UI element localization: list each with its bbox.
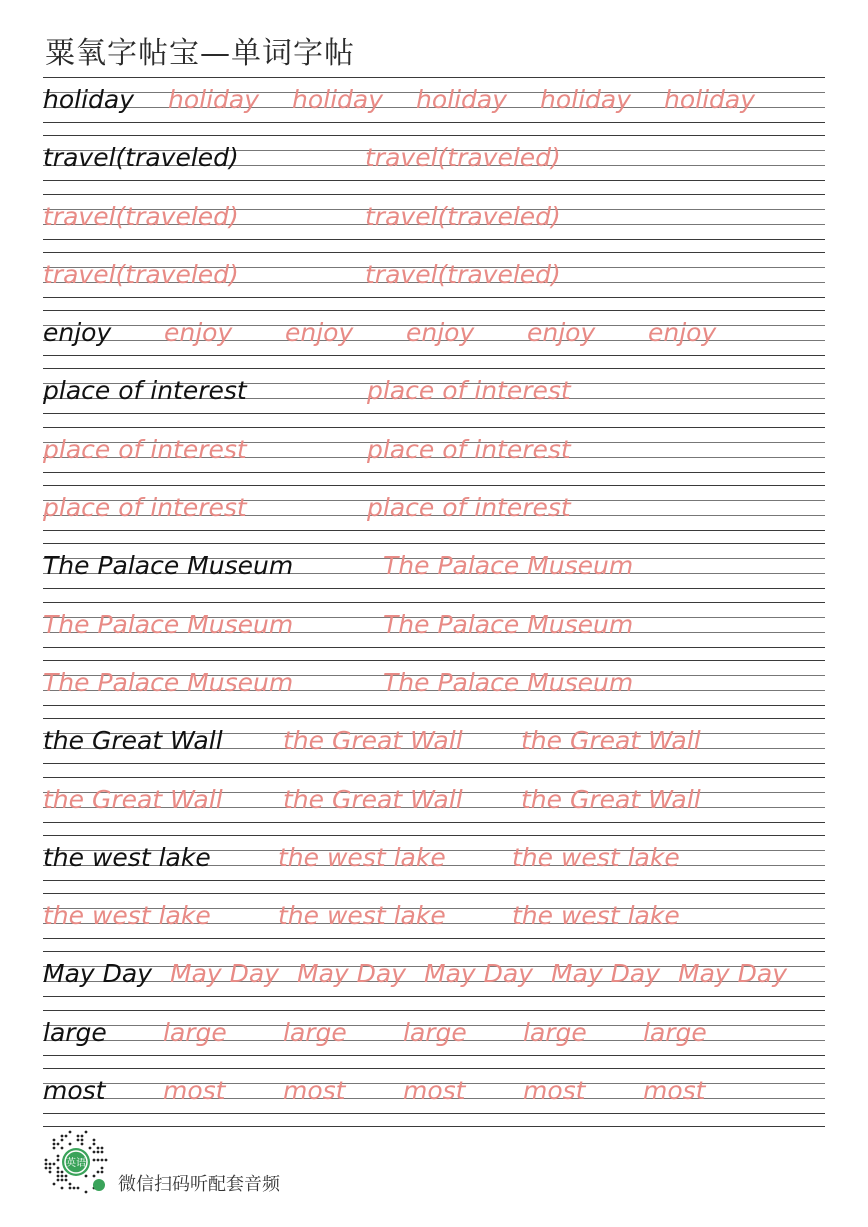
trace-word: holiday [664, 85, 756, 114]
guide-line [43, 1068, 825, 1069]
model-word: large [43, 1017, 107, 1047]
trace-word: enjoy [285, 318, 354, 348]
trace-word: place of interest [43, 493, 247, 523]
trace-word: May Day [297, 959, 406, 989]
qr-dot [85, 1131, 88, 1134]
guide-line [43, 718, 825, 719]
footer-caption: 微信扫码听配套音频 [118, 1174, 280, 1195]
trace-word: The Palace Museum [383, 551, 634, 581]
trace-word: May Day [424, 959, 533, 989]
trace-word: the Great Wall [43, 784, 223, 814]
trace-word: enjoy [648, 318, 717, 348]
trace-word: most [163, 1076, 226, 1106]
trace-word: holiday [540, 85, 632, 114]
trace-word: place of interest [43, 434, 247, 464]
trace-word: the west lake [278, 842, 446, 872]
qr-dot [57, 1175, 60, 1178]
guide-line [43, 239, 825, 240]
qr-dot [101, 1151, 104, 1154]
trace-word: the Great Wall [521, 784, 701, 814]
guide-line [43, 122, 825, 123]
practice-row [43, 485, 825, 543]
trace-word: the Great Wall [283, 726, 463, 756]
qr-dot [53, 1163, 56, 1166]
qr-dot [45, 1163, 48, 1166]
qr-dot [93, 1175, 96, 1178]
guide-line [43, 660, 825, 661]
guide-line [43, 951, 825, 952]
qr-dot [101, 1159, 104, 1162]
practice-row [43, 1010, 825, 1068]
trace-word: most [643, 1076, 706, 1106]
practice-row [43, 777, 825, 835]
trace-word: place of interest [367, 376, 571, 406]
trace-word: the west lake [43, 901, 211, 931]
trace-word: most [523, 1076, 586, 1106]
guide-line [43, 1055, 825, 1056]
qr-dot [53, 1147, 56, 1150]
qr-dot [101, 1167, 104, 1170]
model-word: place of interest [43, 376, 247, 406]
trace-word: large [403, 1017, 467, 1047]
practice-row [43, 1068, 825, 1126]
model-word: the Great Wall [43, 726, 223, 756]
trace-word: holiday [292, 85, 384, 114]
practice-row [43, 135, 825, 193]
guide-line [43, 1010, 825, 1011]
trace-word: May Day [678, 959, 787, 989]
qr-dot [57, 1167, 60, 1170]
guide-line [43, 180, 825, 181]
guide-line [43, 194, 825, 195]
trace-word: the west lake [278, 901, 446, 931]
guide-line [43, 530, 825, 531]
qr-dot [81, 1143, 84, 1146]
guide-line [43, 427, 825, 428]
guide-line [43, 543, 825, 544]
model-word: the west lake [43, 842, 211, 872]
trace-word: place of interest [367, 493, 571, 523]
qr-dot [49, 1163, 52, 1166]
qr-dot [85, 1175, 88, 1178]
guide-line [43, 413, 825, 414]
guide-line [43, 938, 825, 939]
model-word: May Day [43, 959, 152, 989]
model-word: enjoy [43, 318, 112, 348]
qr-dot [57, 1159, 60, 1162]
qr-dot [57, 1155, 60, 1158]
footer [40, 1126, 440, 1206]
guide-line [43, 880, 825, 881]
qr-dot [45, 1159, 48, 1162]
qr-dot [97, 1171, 100, 1174]
qr-dot [61, 1147, 64, 1150]
trace-word: enjoy [406, 318, 475, 348]
practice-row [43, 427, 825, 485]
practice-row [43, 718, 825, 776]
trace-word: the west lake [512, 901, 680, 931]
qr-dot [93, 1143, 96, 1146]
trace-word: place of interest [367, 434, 571, 464]
guide-line [43, 135, 825, 136]
trace-word: travel(traveled) [365, 201, 561, 231]
qr-dot [101, 1147, 104, 1150]
guide-line [43, 763, 825, 764]
qr-dot [93, 1151, 96, 1154]
qr-dot [45, 1167, 48, 1170]
qr-badge-label: 英语 [66, 1158, 86, 1169]
guide-line [43, 485, 825, 486]
trace-word: travel(traveled) [365, 143, 561, 173]
qr-code-icon[interactable] [40, 1126, 112, 1198]
qr-dot [77, 1135, 80, 1138]
trace-word: travel(traveled) [43, 259, 239, 289]
practice-row [43, 194, 825, 252]
model-word: most [43, 1076, 106, 1106]
trace-word: most [403, 1076, 466, 1106]
practice-row [43, 310, 825, 368]
trace-word: large [523, 1017, 587, 1047]
guide-line [43, 472, 825, 473]
qr-dot [61, 1187, 64, 1190]
qr-dot [93, 1159, 96, 1162]
practice-row [43, 543, 825, 601]
guide-line [43, 252, 825, 253]
model-word: The Palace Museum [43, 551, 294, 581]
guide-line [43, 310, 825, 311]
qr-dot [85, 1191, 88, 1194]
guide-line [43, 297, 825, 298]
qr-dot [105, 1159, 108, 1162]
qr-dot [53, 1183, 56, 1186]
qr-dot [65, 1179, 68, 1182]
guide-line [43, 647, 825, 648]
guide-line [43, 822, 825, 823]
trace-word: The Palace Museum [43, 609, 294, 639]
guide-line [43, 77, 825, 78]
guide-line [43, 893, 825, 894]
trace-word: large [643, 1017, 707, 1047]
guide-line [43, 705, 825, 706]
qr-dot [61, 1171, 64, 1174]
page-title: 粟氧字帖宝—单词字帖 [45, 36, 355, 71]
practice-row [43, 660, 825, 718]
qr-dot [81, 1139, 84, 1142]
practice-row [43, 893, 825, 951]
trace-word: the Great Wall [521, 726, 701, 756]
trace-word: enjoy [527, 318, 596, 348]
guide-line [43, 996, 825, 997]
trace-word: The Palace Museum [383, 667, 634, 697]
qr-dot [65, 1135, 68, 1138]
trace-word: travel(traveled) [365, 259, 561, 289]
trace-word: The Palace Museum [43, 667, 294, 697]
guide-line [43, 602, 825, 603]
guide-line [43, 588, 825, 589]
qr-dot [53, 1143, 56, 1146]
guide-line [43, 835, 825, 836]
qr-dot [81, 1135, 84, 1138]
trace-word: large [163, 1017, 227, 1047]
qr-dot [77, 1139, 80, 1142]
guide-line [43, 1113, 825, 1114]
practice-row [43, 951, 825, 1009]
trace-word: enjoy [164, 318, 233, 348]
practice-row [43, 252, 825, 310]
qr-dot [69, 1143, 72, 1146]
qr-dot [57, 1179, 60, 1182]
trace-word: large [283, 1017, 347, 1047]
qr-dot [97, 1147, 100, 1150]
trace-word: the west lake [512, 842, 680, 872]
guide-line [43, 368, 825, 369]
qr-dot [89, 1147, 92, 1150]
trace-word: most [283, 1076, 346, 1106]
qr-dot [49, 1167, 52, 1170]
practice-row [43, 602, 825, 660]
qr-dot [69, 1183, 72, 1186]
practice-row [43, 835, 825, 893]
trace-word: travel(traveled) [43, 201, 239, 231]
model-word: holiday [43, 85, 135, 114]
practice-row [43, 368, 825, 426]
trace-word: The Palace Museum [383, 609, 634, 639]
trace-word: the Great Wall [283, 784, 463, 814]
trace-word: holiday [168, 85, 260, 114]
qr-dot [61, 1179, 64, 1182]
qr-dot [69, 1131, 72, 1134]
qr-dot [53, 1139, 56, 1142]
practice-sheet [43, 77, 825, 1128]
trace-word: May Day [551, 959, 660, 989]
qr-dot [69, 1187, 72, 1190]
qr-dot [49, 1171, 52, 1174]
qr-dot [57, 1143, 60, 1146]
practice-row [43, 77, 825, 135]
qr-dot [93, 1139, 96, 1142]
qr-dot [65, 1175, 68, 1178]
trace-word: May Day [170, 959, 279, 989]
qr-dot [57, 1171, 60, 1174]
guide-line [43, 355, 825, 356]
qr-dot [77, 1187, 80, 1190]
qr-dot [61, 1175, 64, 1178]
qr-dot [73, 1187, 76, 1190]
qr-dot [97, 1159, 100, 1162]
qr-dot [61, 1139, 64, 1142]
qr-dot [101, 1171, 104, 1174]
qr-dot [61, 1135, 64, 1138]
guide-line [43, 777, 825, 778]
qr-dot [97, 1151, 100, 1154]
trace-word: holiday [416, 85, 508, 114]
model-word: travel(traveled) [43, 143, 239, 173]
